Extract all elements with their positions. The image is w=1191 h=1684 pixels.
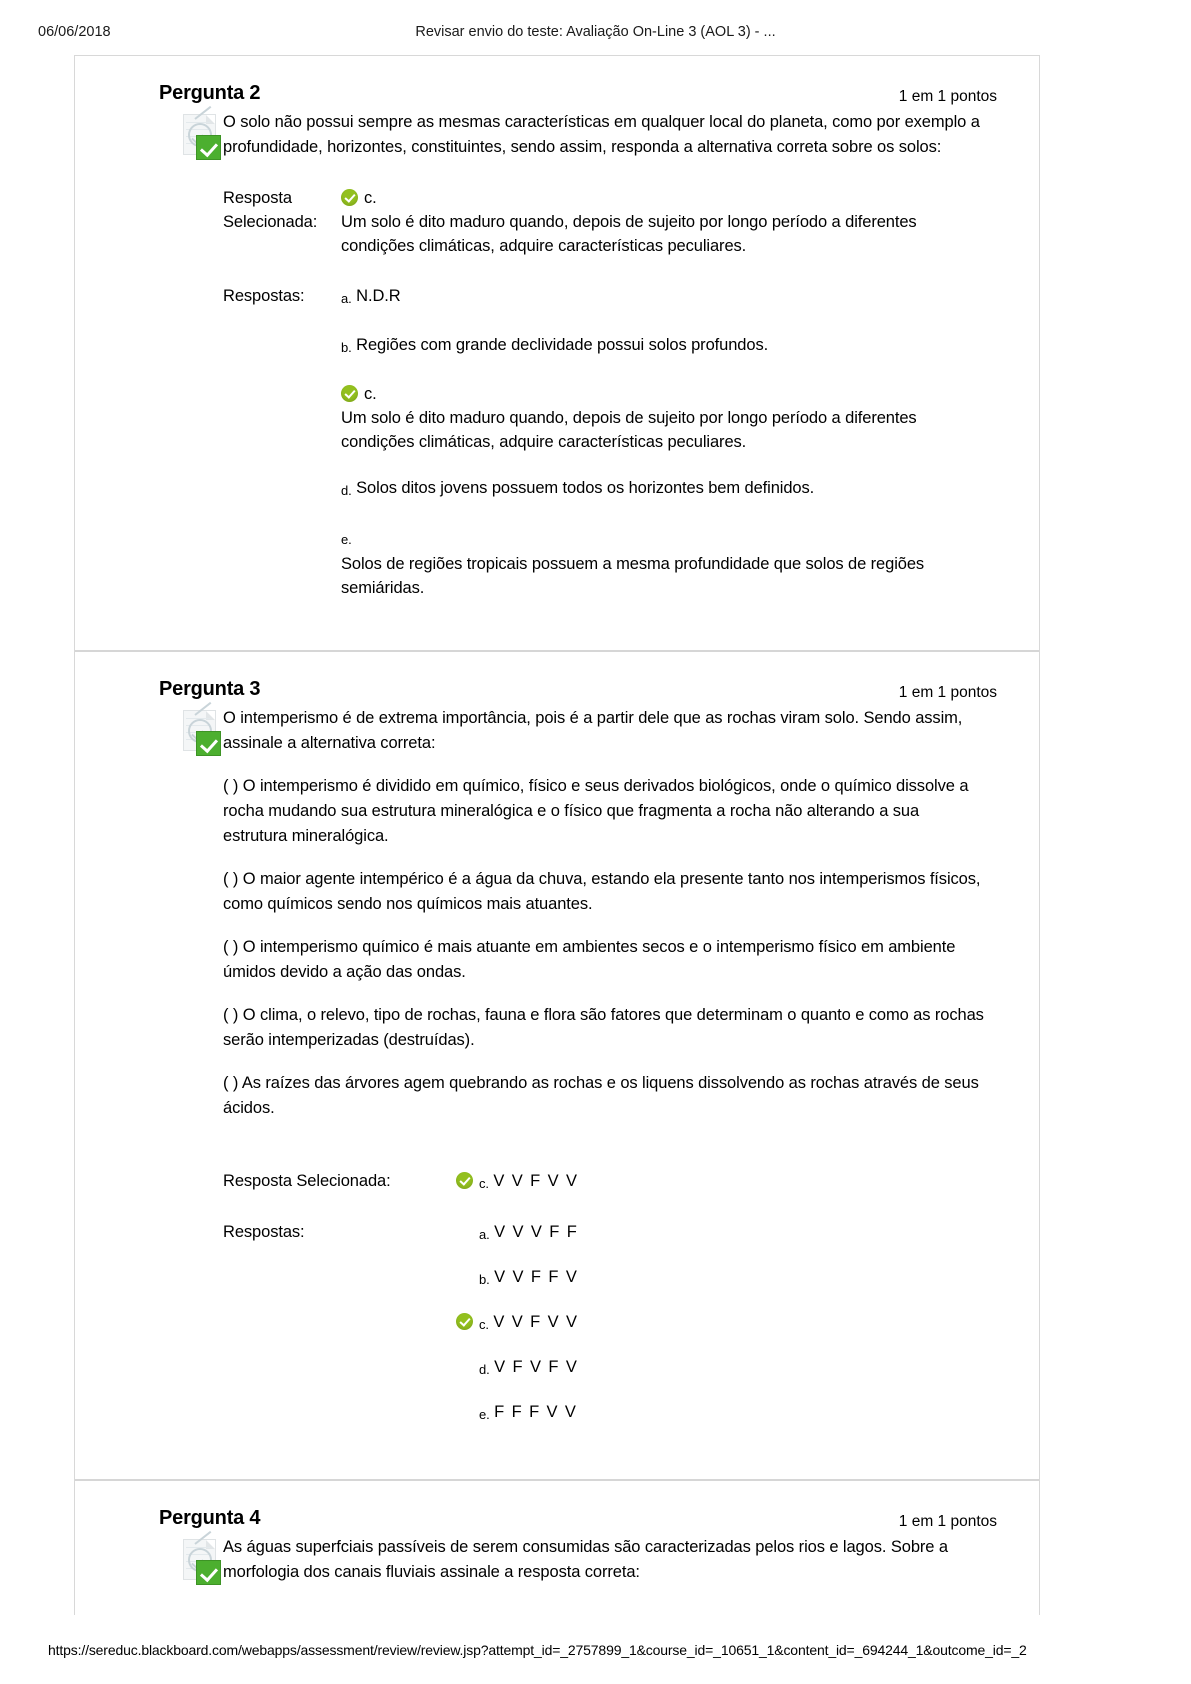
option-e-2: [341, 525, 989, 600]
statement-item: ( ) O clima, o relevo, tipo de rochas, fauna e flora são fatores que determinam o quanto e como as rochas serão intemperizadas (destruídas).: [223, 1006, 984, 1049]
answers-label-2: Respostas:: [223, 287, 305, 305]
option-b-letter-3: b.: [479, 1272, 490, 1287]
question-points-2: 1 em 1 pontos: [898, 88, 997, 105]
option-e-text-3: F F F V V: [494, 1403, 578, 1421]
question-title-3: Pergunta 3: [159, 678, 261, 700]
option-a-letter-2: a.: [341, 291, 352, 306]
question-points-3: 1 em 1 pontos: [898, 684, 997, 701]
option-c-text-3: V V F V V: [493, 1313, 579, 1331]
question-stem-row-4: [117, 1535, 1007, 1585]
question-title-2: Pergunta 2: [159, 82, 261, 104]
option-a-3: [456, 1220, 989, 1247]
question-header-4: [117, 1481, 1007, 1535]
statement-item: ( ) O intemperismo químico é mais atuante em ambientes secos e o intemperismo físico em ambiente úmidos devido a ação das ondas.: [223, 938, 956, 981]
selected-option-letter-3: c.: [479, 1176, 489, 1191]
question-stem-row-3: [117, 706, 1007, 756]
option-b-text-2: Regiões com grande declividade possui solos profundos.: [356, 336, 769, 354]
question-stem-3: O intemperismo é de extrema importância, pois é a partir dele que as rochas viram solo. Sendo assim, assinale a alternativa correta:: [223, 709, 963, 752]
answers-row-2: [223, 284, 989, 604]
option-a-text-3: V V V F F: [494, 1223, 579, 1241]
green-check-icon: [341, 189, 358, 206]
document-check-icon: [181, 1539, 223, 1585]
option-e-text-2: Solos de regiões tropicais possuem a mesma profundidade que solos de regiões semiáridas.: [341, 555, 925, 597]
option-e-letter-3: e.: [479, 1407, 490, 1422]
selected-answer-row-3: [223, 1169, 989, 1196]
green-check-icon: [456, 1172, 473, 1189]
statement-item: ( ) O maior agente intempérico é a água da chuva, estando ela presente tanto nos intemperismos físicos, como químicos sendo nos químicos mais atuantes.: [223, 870, 981, 913]
print-page-title: Revisar envio do teste: Avaliação On-Line 3 (AOL 3) - ...: [415, 24, 776, 40]
question-stem-2: O solo não possui sempre as mesmas características em qualquer local do planeta, como por exemplo a profundidade, horizontes, constituintes, sendo assim, responda a alternativa correta sobre os solos:: [223, 113, 980, 156]
option-a-text-2: N.D.R: [356, 287, 401, 305]
option-a-letter-3: a.: [479, 1227, 490, 1242]
question-block-2: [75, 56, 1039, 650]
question-block-4: [75, 1479, 1039, 1615]
option-e-3: [456, 1400, 989, 1427]
selected-answer-label-2: [223, 186, 341, 234]
selected-option-2: [341, 186, 989, 210]
option-d-2: [341, 476, 989, 503]
question-block-3: [75, 650, 1039, 1479]
answer-area-2: [117, 186, 1007, 604]
selected-answer-body-3: [456, 1169, 989, 1196]
option-d-text-3: V F V F V: [494, 1358, 579, 1376]
option-d-letter-3: d.: [479, 1362, 490, 1377]
option-c-3: [456, 1310, 989, 1337]
selected-answer-label-line2: Selecionada:: [223, 213, 318, 231]
green-check-icon: [341, 385, 358, 402]
print-header: [0, 24, 1191, 42]
document-check-icon: [181, 114, 223, 160]
option-c-letter-3: c.: [479, 1317, 489, 1332]
question-header-3: [117, 652, 1007, 706]
option-b-3: [456, 1265, 989, 1292]
selected-option-letter-2: c.: [364, 189, 377, 207]
selected-answer-label-line1: Resposta: [223, 189, 292, 207]
selected-option-text-2: Um solo é dito maduro quando, depois de sujeito por longo período a diferentes condições climáticas, adquire características peculiares.: [341, 213, 917, 255]
footer-url: https://sereduc.blackboard.com/webapps/assessment/review/review.jsp?attempt_id=_2757899_1&course_id=_10651_1&content_id=_694244_1&outcome_id=_2: [48, 1642, 1027, 1658]
statement-list-3: [117, 774, 1007, 1121]
print-date: 06/06/2018: [38, 24, 111, 40]
assessment-review-page: [74, 55, 1040, 1615]
answer-area-3: [117, 1169, 1007, 1427]
option-d-text-2: Solos ditos jovens possuem todos os horizontes bem definidos.: [356, 479, 815, 497]
option-c-text-2: Um solo é dito maduro quando, depois de sujeito por longo período a diferentes condições climáticas, adquire características peculiares.: [341, 409, 917, 451]
selected-option-text-3: V V F V V: [493, 1172, 579, 1190]
option-c-letter-2: c.: [364, 385, 377, 403]
statement-item: ( ) As raízes das árvores agem quebrando as rochas e os liquens dissolvendo as rochas através de seus ácidos.: [223, 1074, 979, 1117]
question-header-2: [117, 56, 1007, 110]
selected-answer-label-3: Resposta Selecionada:: [223, 1172, 391, 1190]
answers-row-3: [223, 1220, 989, 1427]
statement-item: ( ) O intemperismo é dividido em químico, físico e seus derivados biológicos, onde o químico dissolve a rocha mudando sua estrutura mineralógica e o físico que fragmenta a rocha não alterando a sua estrutura mineralógica.: [223, 777, 969, 845]
option-e-letter-2: e.: [341, 532, 352, 547]
answers-label-3: Respostas:: [223, 1223, 305, 1241]
option-b-letter-2: b.: [341, 340, 352, 355]
option-b-2: [341, 333, 989, 360]
question-stem-4: As águas superfciais passíveis de serem consumidas são caracterizadas pelos rios e lagos. Sobre a morfologia dos canais fluviais assinale a resposta correta:: [223, 1538, 948, 1581]
selected-answer-body-2: [341, 186, 989, 258]
green-check-icon: [456, 1313, 473, 1330]
option-c-2: [341, 382, 989, 454]
question-stem-row-2: [117, 110, 1007, 160]
option-d-3: [456, 1355, 989, 1382]
answers-list-2: [341, 284, 989, 604]
option-a-2: [341, 284, 989, 311]
option-b-text-3: V V F F V: [494, 1268, 579, 1286]
selected-answer-row-2: [223, 186, 989, 258]
question-points-4: 1 em 1 pontos: [898, 1513, 997, 1530]
document-check-icon: [181, 710, 223, 756]
question-title-4: Pergunta 4: [159, 1507, 261, 1529]
answers-list-3: [456, 1220, 989, 1427]
option-d-letter-2: d.: [341, 483, 352, 498]
